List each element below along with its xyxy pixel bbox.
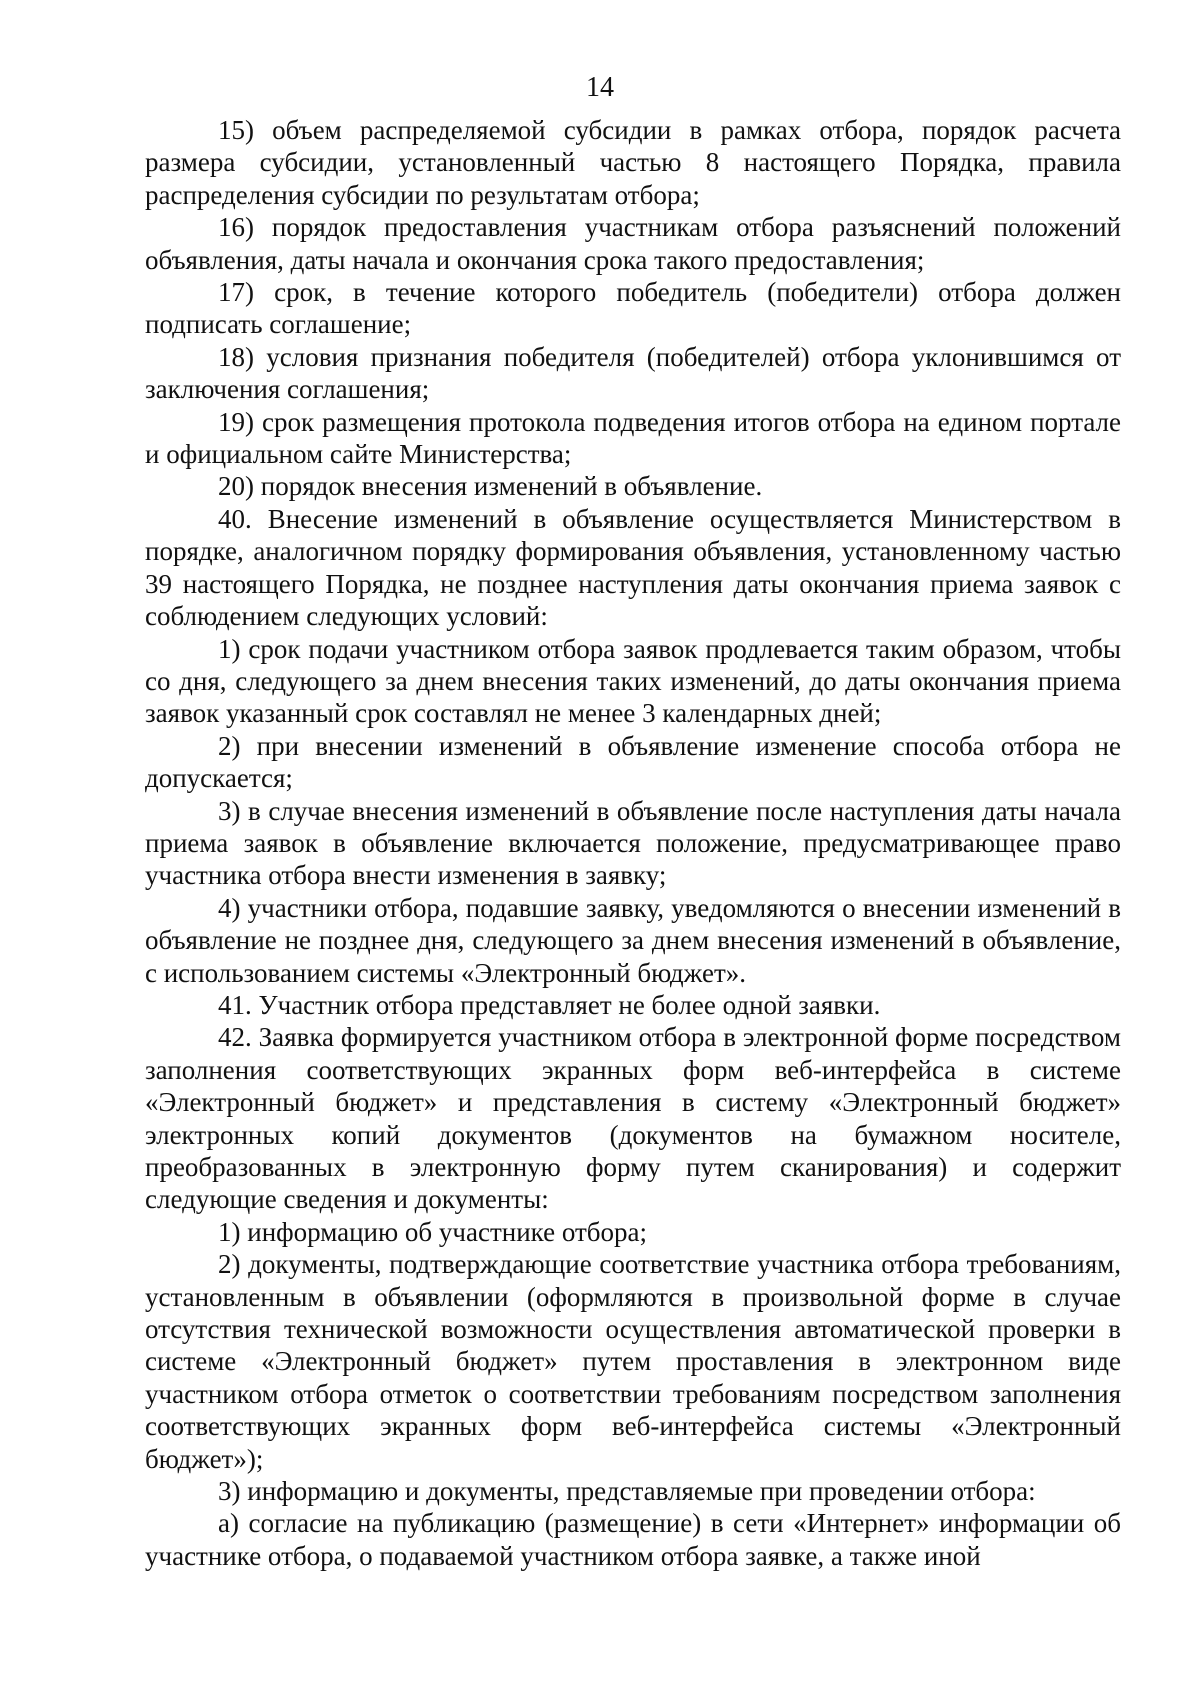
item-16-clarification-procedure: 16) порядок предоставления участникам отбора разъяснений положений объявления, даты начала и окончания срока такого предоставления; <box>145 212 1121 275</box>
clause-40-item-2: 2) при внесении изменений в объявление изменение способа отбора не допускается; <box>145 730 1121 794</box>
clause-40-amendments: 40. Внесение изменений в объявление осуществляется Министерством в порядке, аналогичном порядку формирования объявления, установленному частью 39 настоящего Порядка, не позднее наступления даты окончания приема заявок с соблюдением следующих условий: <box>145 503 1121 632</box>
clause-40-item-4: 4) участники отбора, подавшие заявку, уведомляются о внесении изменений в объявление не позднее дня, следующего за днем внесения изменений в объявление, с использованием системы «Электронный бюджет». <box>145 892 1121 988</box>
page-number: 14 <box>586 72 614 103</box>
clause-42-item-1: 1) информацию об участнике отбора; <box>218 1216 648 1247</box>
clause-40-item-3: 3) в случае внесения изменений в объявление после наступления даты начала приема заявок в объявление включается положение, предусматривающее право участника отбора внести изменения в заявку; <box>145 795 1121 891</box>
document-body <box>145 114 1121 1572</box>
item-17-agreement-deadline: 17) срок, в течение которого победитель (победители) отбора должен подписать соглашение; <box>145 277 1121 340</box>
clause-40-item-1: 1) срок подачи участником отбора заявок продлевается таким образом, чтобы со дня, следующего за днем внесения таких изменений, до даты окончания приема заявок указанный срок составлял не менее 3 календарных дней; <box>145 633 1121 729</box>
item-20-amendment-procedure: 20) порядок внесения изменений в объявление. <box>218 471 763 502</box>
item-18-evasion-conditions: 18) условия признания победителя (победителей) отбора уклонившимся от заключения соглашения; <box>145 341 1121 405</box>
clause-42-item-2: 2) документы, подтверждающие соответствие участника отбора требованиям, установленным в объявлении (оформляются в произвольной форме в случае отсутствия технической возможности осуществления автоматической проверки в системе «Электронный бюджет» путем проставления в электронном виде участником отбора отметок о соответствии требованиям посредством заполнения соответствующих экранных форм веб-интерфейса системы «Электронный бюджет»); <box>145 1249 1121 1474</box>
item-15-subsidy-volume: 15) объем распределяемой субсидии в рамках отбора, порядок расчета размера субсидии, установленный частью 8 настоящего Порядка, правила распределения субсидии по результатам отбора; <box>145 115 1121 210</box>
clause-42-item-3: 3) информацию и документы, представляемые при проведении отбора: <box>218 1476 1036 1507</box>
clause-41-single-application: 41. Участник отбора представляет не более одной заявки. <box>218 989 881 1020</box>
clause-42-application-content: 42. Заявка формируется участником отбора в электронной форме посредством заполнения соответствующих экранных форм веб-интерфейса в системе «Электронный бюджет» и представления в систему «Электронный бюджет» электронных копий документов (документов на бумажном носителе, преобразованных в электронную форму путем сканирования) и содержит следующие сведения и документы: <box>145 1022 1121 1215</box>
clause-42-item-3a: а) согласие на публикацию (размещение) в сети «Интернет» информации об участнике отбора, о подаваемой участником отбора заявке, а также иной <box>145 1508 1121 1571</box>
item-19-protocol-deadline: 19) срок размещения протокола подведения итогов отбора на едином портале и официальном сайте Министерства; <box>145 406 1121 470</box>
